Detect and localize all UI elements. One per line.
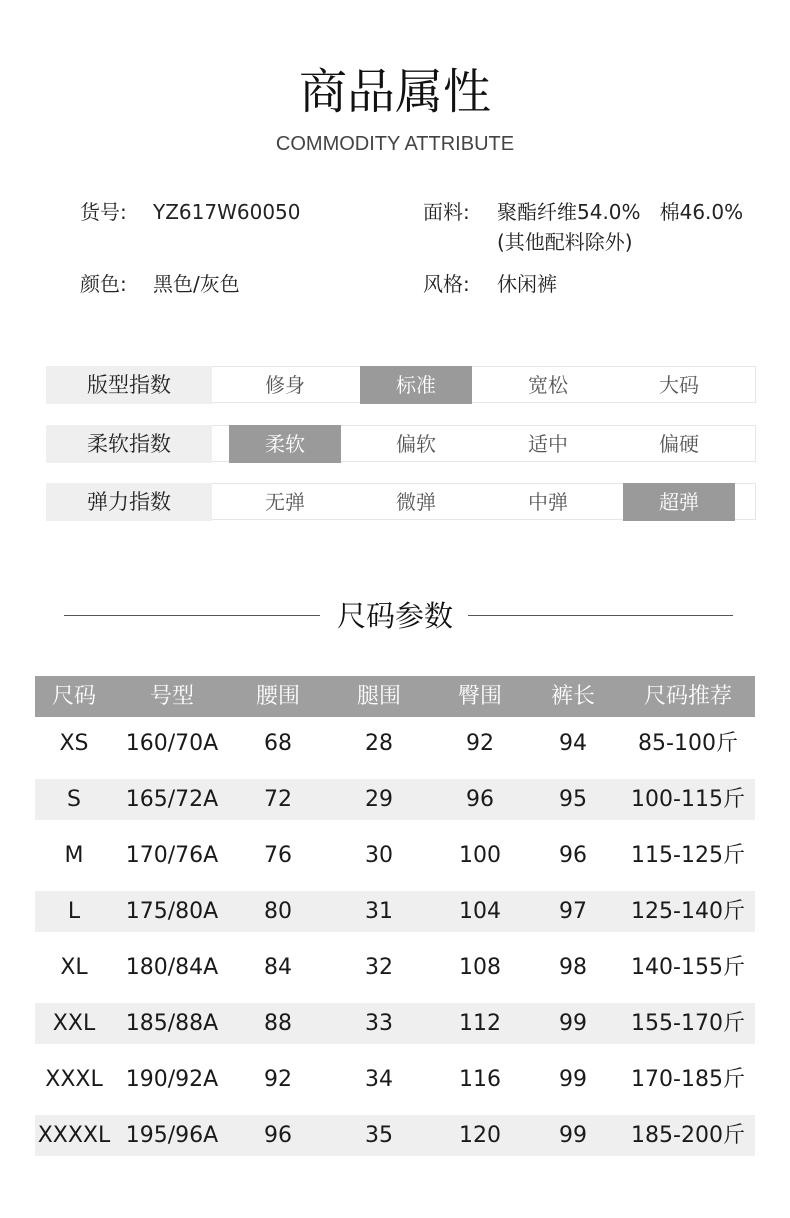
table-cell: 88: [264, 1011, 292, 1036]
table-header-cell: 号型: [149, 684, 194, 709]
table-cell: 97: [559, 899, 587, 924]
style-label: 风格:: [423, 272, 470, 296]
table-cell: 170/76A: [125, 843, 219, 868]
index-option: 宽松: [528, 373, 568, 397]
table-cell: 170-185斤: [631, 1067, 745, 1092]
table-header-cell: 裤长: [550, 684, 595, 709]
table-cell: 180/84A: [125, 955, 219, 980]
table-cell: 185/88A: [125, 1011, 219, 1036]
index-row: [46, 366, 756, 404]
item-no-label: 货号:: [80, 200, 127, 224]
table-cell: 160/70A: [125, 731, 219, 756]
index-option-selected: 超弹: [623, 483, 735, 521]
table-header-cell: 尺码: [51, 684, 96, 709]
table-cell: 29: [365, 787, 393, 812]
style-value: 休闲裤: [497, 272, 557, 296]
size-section-header: [0, 596, 790, 636]
table-header-cell: 臀围: [457, 684, 502, 709]
index-row-label: 版型指数: [46, 366, 212, 404]
fabric-value: 聚酯纤维54.0% 棉46.0%: [497, 200, 744, 224]
table-row: [35, 779, 755, 820]
table-cell: 95: [559, 787, 587, 812]
table-header-cell: 尺码推荐: [643, 684, 732, 709]
table-cell: 108: [459, 955, 501, 980]
table-cell: 99: [559, 1067, 587, 1092]
table-cell: 33: [365, 1011, 393, 1036]
table-row: [35, 947, 755, 988]
table-cell: 195/96A: [125, 1123, 219, 1148]
table-cell: 185-200斤: [631, 1123, 745, 1148]
table-cell: XXL: [52, 1011, 96, 1036]
table-cell: 120: [459, 1123, 501, 1148]
table-cell: 68: [264, 731, 292, 756]
table-cell: 76: [264, 843, 292, 868]
index-option: 中弹: [528, 490, 568, 514]
table-header-cell: 腰围: [255, 684, 300, 709]
table-cell: 112: [459, 1011, 501, 1036]
index-option: 无弹: [265, 490, 305, 514]
table-cell: XXXXL: [37, 1123, 111, 1148]
table-cell: S: [67, 787, 81, 812]
divider-right: [468, 615, 733, 616]
table-cell: 85-100斤: [638, 731, 738, 756]
table-cell: 99: [559, 1123, 587, 1148]
table-cell: M: [64, 843, 84, 868]
page-title: 商品属性: [298, 64, 491, 120]
table-cell: 100-115斤: [631, 787, 745, 812]
table-row: [35, 835, 755, 876]
table-cell: 99: [559, 1011, 587, 1036]
table-header-cell: 腿围: [356, 684, 401, 709]
index-option: 适中: [528, 432, 568, 456]
table-cell: 98: [559, 955, 587, 980]
table-cell: 125-140斤: [631, 899, 745, 924]
color-label: 颜色:: [80, 272, 127, 296]
table-row: [35, 1003, 755, 1044]
table-cell: 30: [365, 843, 393, 868]
table-cell: XL: [60, 955, 88, 980]
table-cell: 175/80A: [125, 899, 219, 924]
table-cell: 92: [264, 1067, 292, 1092]
page-subtitle: COMMODITY ATTRIBUTE: [275, 133, 515, 155]
fabric-note: (其他配料除外): [497, 230, 633, 254]
table-cell: 92: [466, 731, 494, 756]
table-cell: 165/72A: [125, 787, 219, 812]
table-cell: 190/92A: [125, 1067, 219, 1092]
table-cell: 104: [459, 899, 501, 924]
table-cell: 96: [559, 843, 587, 868]
table-cell: 96: [264, 1123, 292, 1148]
size-section-title: 尺码参数: [336, 599, 453, 633]
index-option-selected: 标准: [360, 366, 472, 404]
table-cell: 31: [365, 899, 393, 924]
table-cell: 72: [264, 787, 292, 812]
table-row: [35, 1059, 755, 1100]
table-cell: 100: [459, 843, 501, 868]
index-option: 微弹: [396, 490, 436, 514]
index-option: 偏软: [396, 432, 436, 456]
table-cell: 155-170斤: [631, 1011, 745, 1036]
table-cell: 28: [365, 731, 393, 756]
table-cell: 80: [264, 899, 292, 924]
index-row-label: 柔软指数: [46, 425, 212, 463]
fabric-label: 面料:: [423, 200, 470, 224]
table-cell: 116: [459, 1067, 501, 1092]
index-row: [46, 483, 756, 521]
index-option: 偏硬: [659, 432, 699, 456]
table-cell: 115-125斤: [631, 843, 745, 868]
table-cell: L: [67, 899, 81, 924]
table-cell: 35: [365, 1123, 393, 1148]
index-option: 修身: [265, 373, 305, 397]
table-row: [35, 723, 755, 764]
table-header-row: [35, 676, 755, 717]
table-cell: XXXL: [45, 1067, 103, 1092]
index-option-selected: 柔软: [229, 425, 341, 463]
item-no-value: YZ617W60050: [153, 200, 301, 224]
table-cell: 34: [365, 1067, 393, 1092]
index-option: 大码: [659, 373, 699, 397]
color-value: 黑色/灰色: [153, 272, 240, 296]
index-row: [46, 425, 756, 463]
index-row-label: 弹力指数: [46, 483, 212, 521]
table-cell: 32: [365, 955, 393, 980]
table-row: [35, 1115, 755, 1156]
table-cell: 84: [264, 955, 292, 980]
table-row: [35, 891, 755, 932]
table-cell: 140-155斤: [631, 955, 745, 980]
table-cell: XS: [59, 731, 89, 756]
table-cell: 96: [466, 787, 494, 812]
table-cell: 94: [559, 731, 587, 756]
